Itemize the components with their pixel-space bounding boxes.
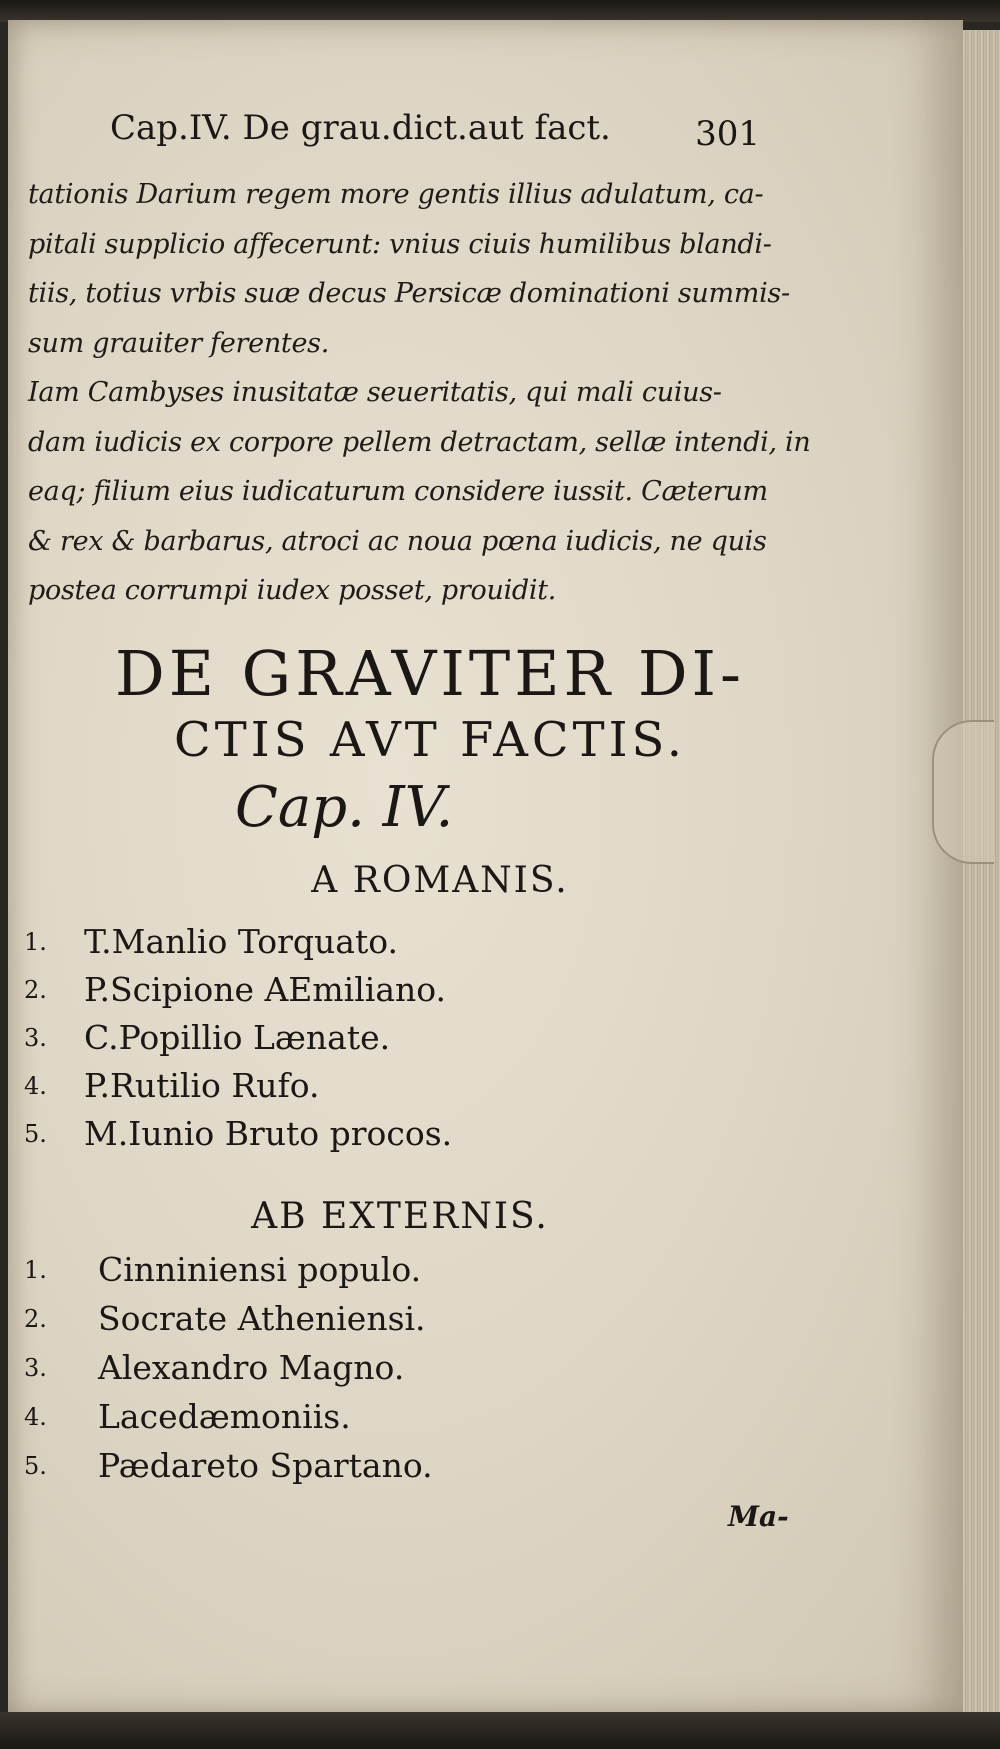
text-line: tationis Darium regem more gentis illius adulatum, ca-: [28, 179, 764, 210]
item-number: 3.: [24, 1024, 47, 1052]
chapter-title-line-1: DE GRAVITER DI-: [115, 637, 745, 710]
catchword: Ma-: [728, 1500, 789, 1533]
item-number: 3.: [24, 1354, 47, 1382]
book-bottom-edge: [0, 1712, 1000, 1749]
item-number: 5.: [24, 1120, 47, 1148]
list-item: [24, 1299, 724, 1348]
text-line: & rex & barbarus, atroci ac noua pœna iudicis, ne quis: [28, 525, 767, 557]
text-line: pitali supplicio affecerunt: vnius ciuis humilibus blandi-: [28, 228, 772, 260]
item-name: M.Iunio Bruto procos.: [84, 1114, 453, 1153]
item-number: 2.: [24, 1305, 47, 1333]
item-name: Pædareto Spartano.: [98, 1446, 433, 1485]
item-name: T.Manlio Torquato.: [84, 922, 399, 961]
item-number: 2.: [24, 976, 47, 1004]
externi-list: [24, 1250, 724, 1495]
chapter-title-line-2: CTIS AVT FACTIS.: [174, 712, 686, 768]
body-text: [28, 170, 811, 616]
book-spine-top: [0, 0, 1000, 22]
list-item: [24, 1348, 724, 1397]
chapter-number: Cap. IV.: [235, 775, 454, 840]
list-item: [24, 970, 724, 1018]
list-item: [24, 1397, 724, 1446]
header-title: Cap.IV. De grau.dict.aut fact.: [110, 108, 611, 148]
item-number: 5.: [24, 1452, 47, 1480]
item-number: 4.: [24, 1403, 47, 1431]
item-name: P.Rutilio Rufo.: [84, 1066, 320, 1105]
text-line: eaq; filium eius iudicaturum considere iussit. Cæterum: [28, 476, 768, 507]
list-item: [24, 922, 724, 970]
item-name: C.Popillio Lænate.: [84, 1018, 391, 1057]
item-name: Socrate Atheniensi.: [98, 1299, 426, 1338]
running-header: [110, 108, 760, 160]
item-number: 1.: [24, 1256, 47, 1284]
section-heading-romani: A ROMANIS.: [311, 860, 569, 901]
text-line: dam iudicis ex corpore pellem detractam, sellæ intendi, in: [28, 426, 811, 458]
item-name: P.Scipione AEmiliano.: [84, 970, 447, 1009]
item-number: 1.: [24, 928, 47, 956]
list-item: [24, 1250, 724, 1299]
item-name: Cinniniensi populo.: [98, 1250, 422, 1289]
list-item: [24, 1446, 724, 1495]
item-name: Alexandro Magno.: [98, 1348, 405, 1387]
list-item: [24, 1066, 724, 1114]
list-item: [24, 1114, 724, 1162]
item-number: 4.: [24, 1072, 47, 1100]
text-line: tiis, totius vrbis suæ decus Persicæ dominationi summis-: [28, 278, 790, 309]
section-heading-externi: AB EXTERNIS.: [251, 1196, 549, 1237]
romani-list: [24, 922, 724, 1162]
text-line: Iam Cambyses inusitatæ seueritatis, qui mali cuius-: [28, 377, 722, 408]
text-line: sum grauiter ferentes.: [28, 327, 329, 359]
text-line: postea corrumpi iudex posset, prouidit.: [28, 575, 557, 606]
page-number: 301: [695, 114, 760, 154]
page-edge-fold: [932, 720, 994, 864]
list-item: [24, 1018, 724, 1066]
item-name: Lacedæmoniis.: [98, 1397, 351, 1436]
